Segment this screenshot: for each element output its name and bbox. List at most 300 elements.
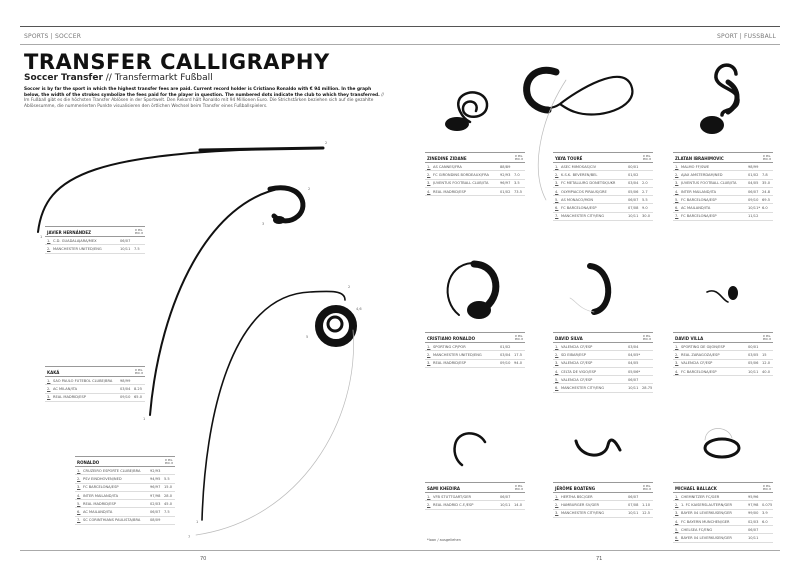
- club-number: 2.: [555, 352, 559, 357]
- table-row: [673, 501, 773, 509]
- table-row: [553, 510, 653, 518]
- unit-en: € MIL.: [763, 485, 771, 488]
- table-row: [673, 526, 773, 534]
- player-name: ZINEDINE ZIDANE: [427, 156, 467, 161]
- transfer-table-hernandez: [45, 226, 145, 254]
- transfer-table-ballack: [673, 482, 773, 543]
- fee: 24.8: [762, 189, 771, 194]
- club-number: 5.: [675, 527, 679, 532]
- player-name: RONALDO: [77, 460, 100, 465]
- club-name: CRUZEIRO ESPORTE CLUBE/BRA: [83, 468, 141, 473]
- club-name: AC MAILAND/ITA: [681, 206, 711, 211]
- club-number: 5.: [555, 197, 559, 202]
- table-row: [673, 188, 773, 196]
- table-row: [673, 493, 773, 501]
- unit-en: € MIL.: [643, 155, 651, 158]
- season: 98/99: [748, 164, 759, 169]
- club-name: INTER MAILAND/ITA: [681, 189, 717, 194]
- unit-en: € MIL.: [515, 335, 523, 338]
- fee: 6.0: [762, 519, 768, 524]
- season: 94/95: [150, 476, 161, 481]
- club-number: 4.: [555, 369, 559, 374]
- player-name: DAVID VILLA: [675, 336, 704, 341]
- season: 01/02: [748, 172, 759, 177]
- table-header: [673, 482, 773, 493]
- club-number: 1.: [47, 378, 51, 383]
- table-row: [553, 188, 653, 196]
- stroke-villa: [707, 291, 728, 302]
- fee: 15: [762, 352, 767, 357]
- transfer-table-kaka: [45, 366, 145, 402]
- season: 06/07: [120, 238, 131, 243]
- table-row: [553, 163, 653, 171]
- fee: 7.5: [164, 510, 170, 515]
- player-name: ZLATAN IBRAHIMOVIC: [675, 156, 724, 161]
- season: 10/11: [748, 536, 759, 541]
- table-row: [75, 492, 175, 500]
- player-name: JÉRÔME BOATENG: [555, 486, 596, 491]
- unit-de: MIO. €: [642, 158, 651, 161]
- season: 96/97: [500, 181, 511, 186]
- club-name: VALENCIA CF/ESP: [561, 361, 593, 366]
- table-row: [425, 501, 525, 509]
- club-name: SD EIBAR/ESP: [561, 352, 586, 357]
- season: 06/07: [748, 189, 759, 194]
- season: 09/10: [500, 361, 511, 366]
- unit-de: MIO. €: [514, 158, 523, 161]
- table-row: [673, 534, 773, 542]
- club-number: 1.: [555, 494, 559, 499]
- season: 01/02: [500, 344, 511, 349]
- unit-en: € MIL.: [643, 485, 651, 488]
- club-name: AC MILAN/ITA: [53, 386, 78, 391]
- table-row: [75, 467, 175, 475]
- table-row: [553, 204, 653, 212]
- club-number: 1.: [675, 494, 679, 499]
- club-number: 6.: [555, 386, 559, 391]
- season: 04/05: [628, 361, 639, 366]
- table-row: [425, 188, 525, 196]
- table-row: [553, 368, 653, 376]
- season: 10/11*: [748, 206, 761, 211]
- marker-label: 7: [188, 535, 191, 539]
- fee: 7.0: [514, 172, 520, 177]
- unit-de: MIO. €: [762, 158, 771, 161]
- club-name: FC BARCELONA/ESP: [561, 206, 597, 211]
- fee: 2.7: [642, 189, 648, 194]
- table-header: [553, 152, 653, 163]
- season: 95/96: [748, 494, 759, 499]
- table-row: [75, 517, 175, 525]
- club-number: 2.: [427, 352, 431, 357]
- unit-de: MIO. €: [762, 338, 771, 341]
- fee-unit: [165, 459, 173, 465]
- club-number: 2.: [675, 172, 679, 177]
- fee: 12.5: [642, 511, 651, 516]
- table-row: [425, 180, 525, 188]
- unit-en: € MIL.: [165, 459, 173, 462]
- club-name: MALMÖ FF/SWE: [681, 164, 710, 169]
- subtitle-de: // Transfermarkt Fußball: [102, 73, 213, 83]
- stroke-boateng: [576, 440, 620, 455]
- club-name: REAL MADRID/ESP: [53, 395, 86, 400]
- season: 06/07: [628, 197, 639, 202]
- club-name: C.D. GUADALAJARA/MEX: [53, 238, 97, 243]
- table-row: [553, 384, 653, 392]
- club-number: 2.: [675, 502, 679, 507]
- fee: 28.0: [164, 493, 173, 498]
- club-number: 3.: [555, 361, 559, 366]
- season: 05/06*: [628, 369, 641, 374]
- transfer-table-villa: [673, 332, 773, 376]
- club-number: 2.: [675, 352, 679, 357]
- club-name: MANCHESTER UNITED/ENG: [433, 352, 482, 357]
- club-number: 1.: [47, 238, 51, 243]
- page-number-left: 70: [200, 556, 207, 562]
- club-name: JUVENTUS FOOTBALL CLUB/ITA: [681, 181, 737, 186]
- table-header: [425, 152, 525, 163]
- season: 03/04: [628, 181, 639, 186]
- season: 88/89: [500, 164, 511, 169]
- season: 06/07: [150, 510, 161, 515]
- club-number: 4.: [675, 189, 679, 194]
- table-row: [553, 213, 653, 221]
- table-row: [673, 351, 773, 359]
- season: 04/05: [748, 181, 759, 186]
- table-row: [553, 493, 653, 501]
- club-name: FC BARCELONA/ESP: [83, 485, 119, 490]
- season: 92/93: [500, 172, 511, 177]
- table-row: [45, 394, 145, 402]
- season: 00/01: [748, 344, 759, 349]
- table-row: [45, 245, 145, 253]
- season: 09/10: [748, 197, 759, 202]
- fee: 45.0: [164, 501, 173, 506]
- club-name: AJAX AMSTERDAM/NED: [681, 172, 723, 177]
- club-number: 7.: [675, 214, 679, 219]
- club-name: CELTA DE VIGO/ESP: [561, 369, 597, 374]
- club-number: 2.: [47, 246, 51, 251]
- player-name: KAKÁ: [47, 370, 60, 375]
- stroke-ronaldo: [202, 291, 345, 520]
- table-row: [553, 501, 653, 509]
- club-number: 6.: [77, 510, 81, 515]
- section-right: SPORT | FUSSBALL: [717, 33, 776, 40]
- season: 10/11: [628, 511, 639, 516]
- table-row: [425, 171, 525, 179]
- season: 05/06: [748, 361, 759, 366]
- season: 10/11: [120, 246, 131, 251]
- fee: 94.0: [514, 361, 523, 366]
- season: 00/01: [628, 164, 639, 169]
- season: 10/11: [500, 502, 511, 507]
- season: 01/02: [628, 172, 639, 177]
- club-number: 3.: [675, 511, 679, 516]
- page-title: TRANSFER CALLIGRAPHY: [24, 50, 330, 74]
- fee: 9.0: [642, 206, 648, 211]
- fee: 15.0: [164, 485, 173, 490]
- season: 05/06: [628, 189, 639, 194]
- table-row: [75, 475, 175, 483]
- table-header: [553, 332, 653, 343]
- fee: 30.0: [642, 214, 651, 219]
- fee-unit: [515, 485, 523, 491]
- club-name: FC BAYERN MÜNCHEN/GER: [681, 519, 730, 524]
- season: 96/97: [150, 485, 161, 490]
- unit-de: MIO. €: [762, 488, 771, 491]
- club-name: HERTHA BSC/GER: [561, 494, 593, 499]
- club-name: VALENCIA CF/ESP: [561, 377, 593, 382]
- table-header: [673, 152, 773, 163]
- table-row: [45, 237, 145, 245]
- club-number: 4.: [427, 189, 431, 194]
- club-number: 1.: [427, 164, 431, 169]
- club-number: 4.: [77, 493, 81, 498]
- fee: 6.0: [762, 206, 768, 211]
- club-name: OLYMPIACOS PIRÄUS/GRE: [561, 189, 607, 194]
- club-name: REAL MADRID C.F./ESP: [433, 502, 474, 507]
- table-row: [425, 343, 525, 351]
- unit-en: € MIL.: [643, 335, 651, 338]
- club-number: 2.: [77, 476, 81, 481]
- club-name: FC BARCELONA/ESP: [681, 214, 717, 219]
- transfer-table-cronaldo: [425, 332, 525, 368]
- club-name: 1. FC KAISERSLAUTERN/GER: [681, 502, 733, 507]
- table-row: [425, 351, 525, 359]
- table-row: [553, 351, 653, 359]
- fee: 1.10: [642, 502, 651, 507]
- club-name: SPORTING DE GIJÓN/ESP: [681, 344, 725, 349]
- season: 97/98: [150, 493, 161, 498]
- club-name: MANCHESTER CITY/ENG: [561, 214, 605, 219]
- season: 06/07: [500, 494, 511, 499]
- club-name: PSV EINDHOVEN/NED: [83, 476, 122, 481]
- season: 97/98: [748, 502, 759, 507]
- table-row: [553, 360, 653, 368]
- season: 03/04: [120, 386, 131, 391]
- season: 07/08: [628, 502, 639, 507]
- fee-unit: [643, 485, 651, 491]
- club-name: FC BARCELONA/ESP: [681, 197, 717, 202]
- fee: 73.5: [514, 189, 523, 194]
- fee: 69.5: [762, 197, 771, 202]
- fee-unit: [763, 155, 771, 161]
- club-number: 1.: [675, 164, 679, 169]
- table-row: [553, 171, 653, 179]
- season: 10/11: [628, 386, 639, 391]
- transfer-table-ibrahimovic: [673, 152, 773, 221]
- table-header: [425, 482, 525, 493]
- fee: 40.0: [762, 369, 771, 374]
- fee: 17.5: [514, 352, 523, 357]
- club-number: 5.: [555, 377, 559, 382]
- table-row: [75, 484, 175, 492]
- table-row: [673, 360, 773, 368]
- club-number: 7.: [555, 214, 559, 219]
- unit-en: € MIL.: [515, 155, 523, 158]
- season: 06/07: [628, 377, 639, 382]
- club-number: 2.: [427, 502, 431, 507]
- stroke-ballack: [705, 439, 739, 457]
- club-number: 4.: [675, 369, 679, 374]
- club-name: AS CANNES/FRA: [433, 164, 462, 169]
- season: 10/11: [628, 214, 639, 219]
- club-number: 3.: [555, 511, 559, 516]
- club-number: 2.: [427, 172, 431, 177]
- season: 06/07: [628, 494, 639, 499]
- unit-de: MIO. €: [514, 338, 523, 341]
- club-name: SC CORINTHIANS PAULISTA/BRA: [83, 518, 141, 523]
- section-left: SPORTS | SOCCER: [24, 33, 82, 40]
- fee-unit: [135, 369, 143, 375]
- table-row: [673, 343, 773, 351]
- club-name: MANCHESTER CITY/ENG: [561, 386, 605, 391]
- table-row: [673, 196, 773, 204]
- intro-en: Soccer is by far the sport in which the highest transfer fees are paid. Current record holder is Cristiano Ronaldo with € 94 million. In the graph below, the width of the strokes symbolize the fees paid for the player in question. The numbered dots indicate the club to which they transferred.: [24, 87, 380, 98]
- table-row: [553, 343, 653, 351]
- club-name: SPORTING CP/POR: [433, 344, 466, 349]
- marker-label: 2: [325, 141, 328, 145]
- fee: 28.75: [642, 386, 653, 391]
- table-row: [425, 493, 525, 501]
- club-number: 3.: [77, 485, 81, 490]
- club-number: 1.: [427, 344, 431, 349]
- marker-label: 1: [40, 235, 43, 239]
- player-name: SAMI KHEDIRA: [427, 486, 461, 491]
- unit-en: € MIL.: [763, 155, 771, 158]
- table-row: [673, 204, 773, 212]
- stroke-silva: [590, 266, 608, 312]
- club-number: 3.: [427, 361, 431, 366]
- table-header: [45, 366, 145, 377]
- club-name: AS MONACO/MON: [561, 197, 594, 202]
- fee: 14.0: [514, 502, 523, 507]
- marker-label: 3: [262, 222, 265, 226]
- footnote: *loan / ausgeliehen: [427, 538, 461, 542]
- transfer-table-khedira: [425, 482, 525, 510]
- club-number: 4.: [555, 189, 559, 194]
- table-row: [553, 376, 653, 384]
- stroke-khedira: [455, 433, 485, 465]
- season: 98/99: [120, 378, 131, 383]
- intro-de: // Im Fußball gibt es die höchsten Transfer Ablösen in der Sportwelt. Den Rekord hält Ronaldo mit 94 Millionen Euro. Die Strichstärken beziehen sich auf die gezahlte Ablösesumme, die nummerierten Punkte visualisieren den örtlichen Wechsel beim Transfer eines Fußballspielers.: [24, 92, 384, 109]
- marker-label: 2: [308, 187, 311, 191]
- club-number: 1.: [675, 344, 679, 349]
- player-name: DAVID SILVA: [555, 336, 583, 341]
- season: 03/04: [628, 344, 639, 349]
- club-name: INTER MAILAND/ITA: [83, 493, 119, 498]
- transfer-table-ronaldo: [75, 456, 175, 525]
- fee: 2.0: [642, 181, 648, 186]
- marker-label: 2: [348, 285, 351, 289]
- fee: 8.25: [134, 386, 143, 391]
- club-name: CHELSEA FC/ENG: [681, 527, 713, 532]
- table-row: [425, 360, 525, 368]
- season: 11/12: [748, 214, 759, 219]
- club-number: 1.: [555, 344, 559, 349]
- fee-unit: [135, 229, 143, 235]
- season: 08/09: [150, 518, 161, 523]
- season: 92/93: [150, 468, 161, 473]
- club-number: 3.: [555, 181, 559, 186]
- season: 09/10: [120, 395, 131, 400]
- club-name: VALENCIA CF/ESP: [681, 361, 713, 366]
- player-name: YAYA TOURÉ: [555, 156, 583, 161]
- table-row: [45, 385, 145, 393]
- club-name: FC GIRONDINS BORDEAUX/FRA: [433, 172, 489, 177]
- fee: 3.5: [514, 181, 520, 186]
- club-name: K.S.K. BEVEREN/BEL: [561, 172, 598, 177]
- unit-en: € MIL.: [763, 335, 771, 338]
- club-name: CHEMNITZER FC/GER: [681, 494, 720, 499]
- table-row: [75, 508, 175, 516]
- table-row: [553, 180, 653, 188]
- fee: 12.0: [762, 361, 771, 366]
- club-name: MANCHESTER UNITED/ENG: [53, 246, 102, 251]
- club-name: VALENCIA CF/ESP: [561, 344, 593, 349]
- table-row: [673, 163, 773, 171]
- fee: 0.075: [762, 502, 773, 507]
- club-name: MANCHESTER CITY/ENG: [561, 511, 605, 516]
- season: 99/00: [748, 511, 759, 516]
- club-number: 2.: [555, 502, 559, 507]
- club-name: FC METALLURG DONETSK/UKR: [561, 181, 616, 186]
- unit-en: € MIL.: [135, 229, 143, 232]
- club-name: REAL ZARAGOZA/ESP: [681, 352, 720, 357]
- club-number: 6.: [555, 206, 559, 211]
- season: 02/03: [150, 501, 161, 506]
- player-name: MICHAEL BALLACK: [675, 486, 717, 491]
- table-row: [673, 368, 773, 376]
- fee-unit: [763, 335, 771, 341]
- fee: 5.5: [642, 197, 648, 202]
- fee-unit: [643, 155, 651, 161]
- club-name: REAL MADRID/ESP: [83, 501, 116, 506]
- transfer-table-toure: [553, 152, 653, 221]
- fee: 5.5: [164, 476, 170, 481]
- season: 10/11: [748, 369, 759, 374]
- club-name: REAL MADRID/ESP: [433, 189, 466, 194]
- club-number: 1.: [427, 494, 431, 499]
- unit-de: MIO. €: [642, 488, 651, 491]
- marker-label: 5: [306, 335, 309, 339]
- season: 03/04: [500, 352, 511, 357]
- table-row: [553, 196, 653, 204]
- table-row: [425, 163, 525, 171]
- marker-label: 1: [143, 417, 146, 421]
- table-row: [673, 510, 773, 518]
- fee: 3.9: [762, 511, 768, 516]
- fee-unit: [763, 485, 771, 491]
- marker-label: 1: [196, 520, 199, 524]
- unit-de: MIO. €: [134, 232, 143, 235]
- season: 01/02: [500, 189, 511, 194]
- stroke-zidane: [458, 92, 487, 122]
- club-number: 3.: [675, 361, 679, 366]
- club-number: 7.: [77, 518, 81, 523]
- club-name: BAYER 04 LEVERKUSEN/GER: [681, 536, 732, 541]
- table-header: [425, 332, 525, 343]
- footer-rule: [20, 550, 780, 551]
- table-header: [75, 456, 175, 467]
- unit-de: MIO. €: [164, 462, 173, 465]
- club-number: 3.: [47, 395, 51, 400]
- table-row: [673, 213, 773, 221]
- club-name: ASEC MIMOSAS/CIV: [561, 164, 597, 169]
- table-row: [45, 377, 145, 385]
- player-name: JAVIER HERNÁNDEZ: [47, 230, 92, 235]
- subtitle-en: Soccer Transfer: [24, 73, 103, 83]
